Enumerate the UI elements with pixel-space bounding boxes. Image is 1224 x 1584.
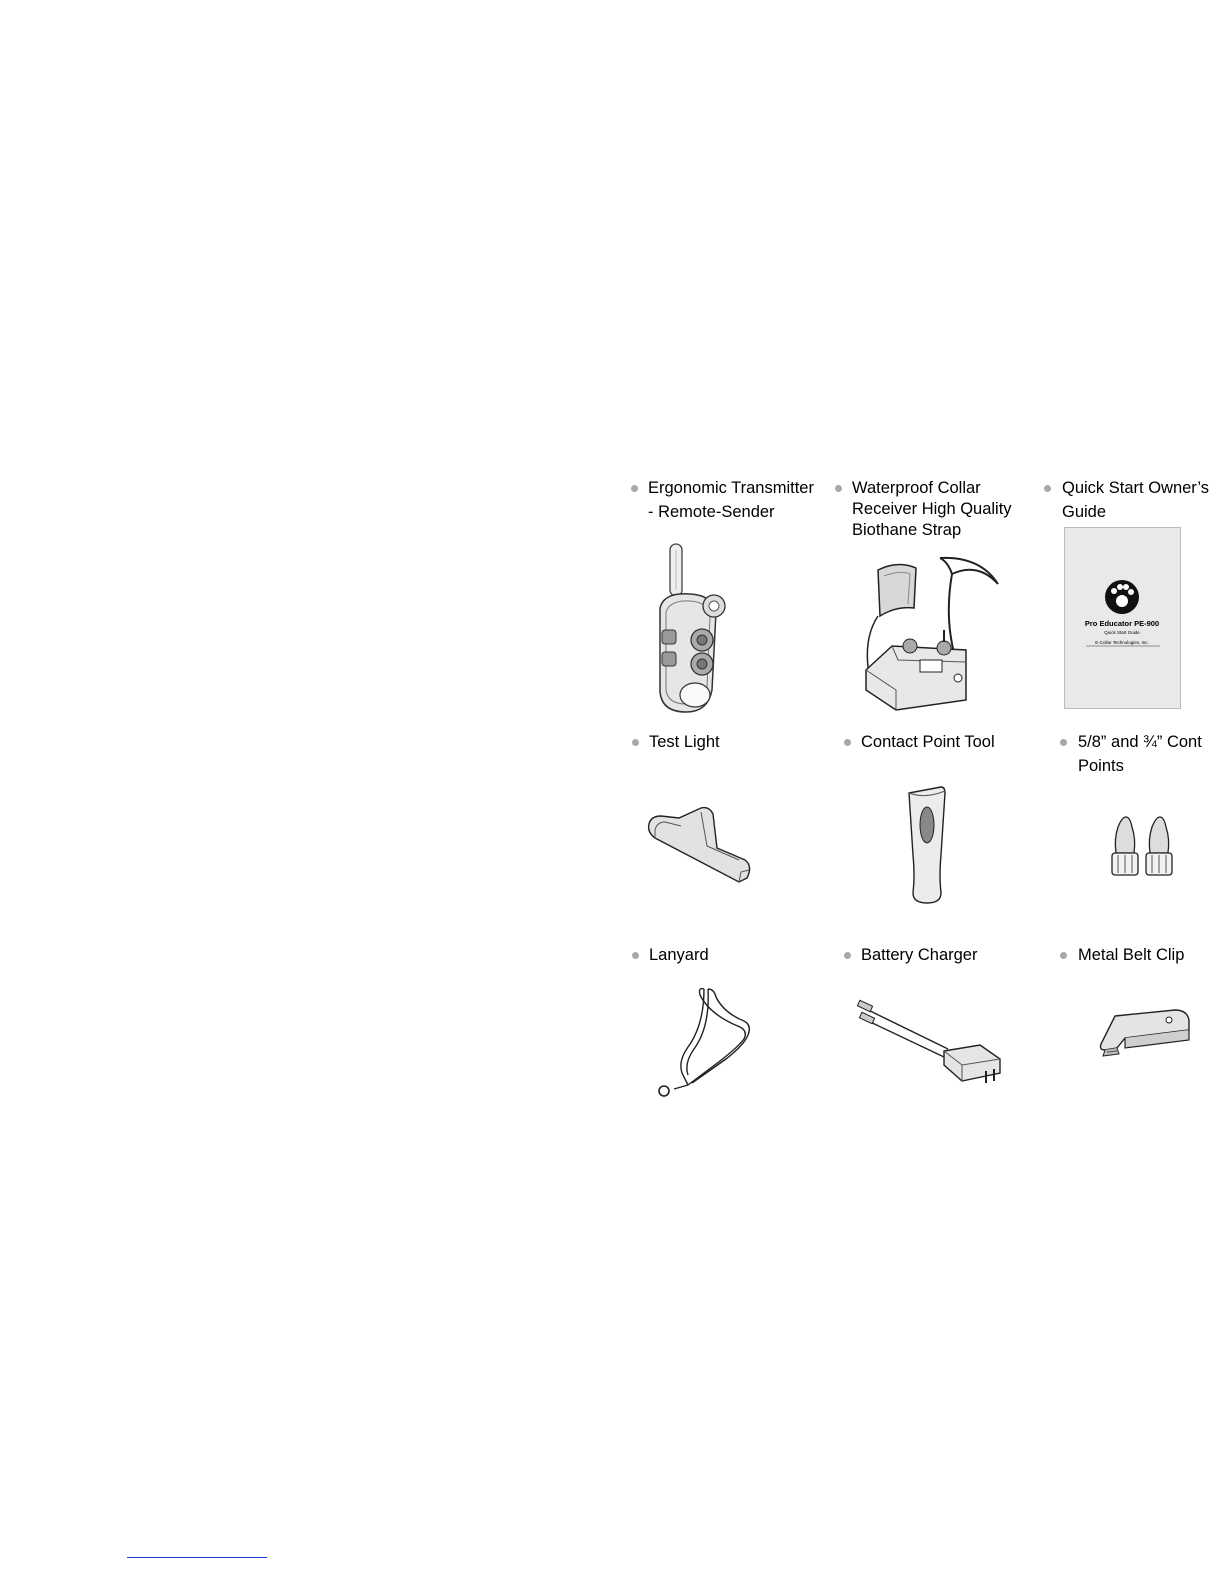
test-light-illustration — [645, 808, 755, 888]
item-label-test-light: Test Light — [649, 733, 720, 751]
guide-cover-subtitle: Quick Start Guide — [1104, 630, 1140, 635]
item-label-lanyard: Lanyard — [649, 946, 709, 964]
transmitter-illustration — [640, 540, 740, 715]
contact-points-illustration — [1108, 815, 1178, 880]
bullet-icon — [1060, 739, 1067, 746]
bullet-icon — [632, 739, 639, 746]
item-label-metal-belt-clip: Metal Belt Clip — [1078, 946, 1185, 964]
bullet-icon — [1060, 952, 1067, 959]
bullet-icon — [632, 952, 639, 959]
collar-receiver-illustration — [848, 550, 1008, 720]
guide-cover-title: Pro Educator PE-900 — [1084, 619, 1160, 628]
bullet-icon — [631, 485, 638, 492]
item-label-contact-points: 5/8” and ¾” Cont Points — [1078, 733, 1202, 775]
bullet-icon — [1044, 485, 1051, 492]
item-label-collar-receiver: Waterproof Collar Receiver High Quality Biothane Strap — [852, 479, 1012, 539]
bullet-icon — [835, 485, 842, 492]
item-label-contact-point-tool: Contact Point Tool — [861, 733, 995, 751]
owners-guide-illustration — [1064, 527, 1182, 709]
footer-link-underline — [127, 1557, 267, 1558]
item-label-transmitter: Ergonomic Transmitter - Remote-Sender — [648, 479, 814, 521]
item-label-battery-charger: Battery Charger — [861, 946, 978, 964]
contact-point-tool-illustration — [905, 785, 951, 907]
bullet-icon — [844, 739, 851, 746]
lanyard-illustration — [648, 985, 758, 1100]
battery-charger-illustration — [856, 995, 1006, 1090]
metal-belt-clip-illustration — [1095, 1008, 1195, 1068]
item-label-owners-guide: Quick Start Owner’s Guide — [1062, 479, 1210, 521]
guide-cover-company: E-Collar Technologies, Inc. — [1095, 640, 1149, 645]
bullet-icon — [844, 952, 851, 959]
